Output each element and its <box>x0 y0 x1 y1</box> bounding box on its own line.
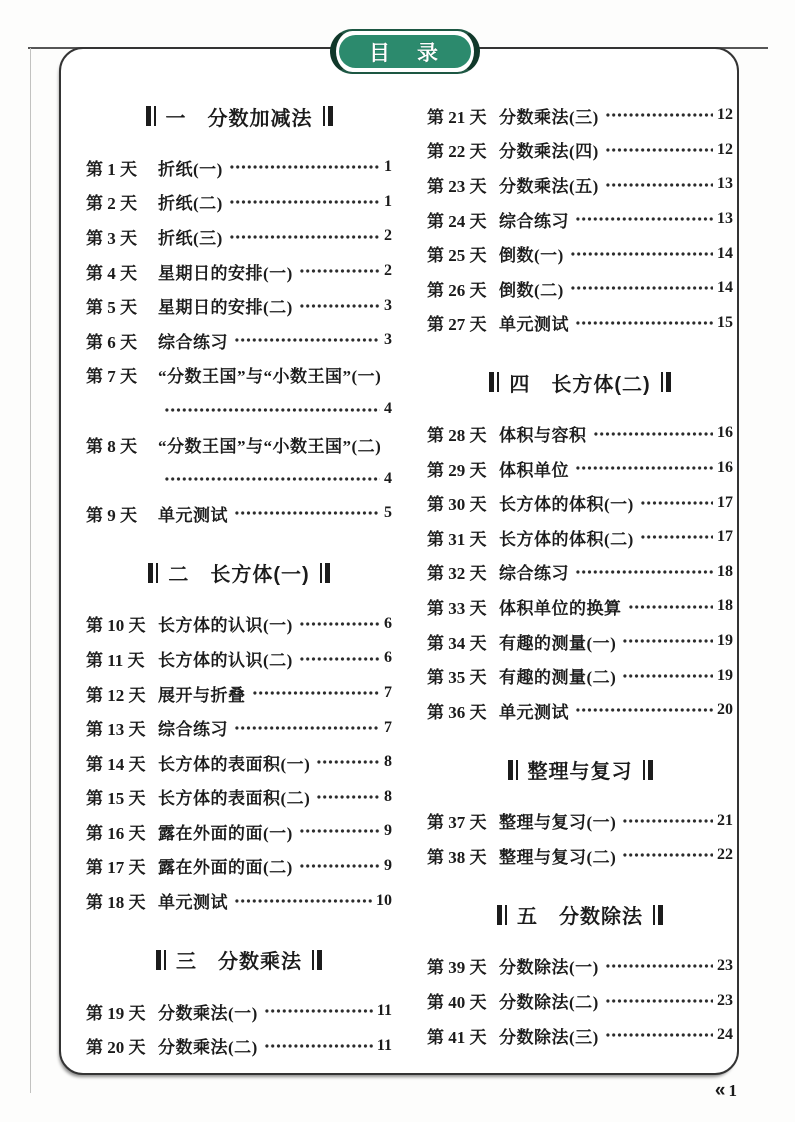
toc-entry-day: 第 35 天 <box>427 668 487 688</box>
toc-entry-day: 第 28 天 <box>427 425 487 445</box>
dot-leader <box>622 838 713 873</box>
toc-entry-title: 综合练习 <box>499 211 569 231</box>
section-title: 二 长方体(一) <box>168 564 310 587</box>
toc-entry-day: 第 32 天 <box>427 564 487 584</box>
dot-leader <box>605 983 713 1018</box>
toc-entry-page: 6 <box>384 614 392 632</box>
toc-entry <box>427 98 733 133</box>
toc-entry-title: 倒数(二) <box>499 280 564 300</box>
toc-entry-title: 体积单位的换算 <box>499 598 622 618</box>
toc-entry <box>86 427 392 496</box>
toc-entry-day: 第 24 天 <box>427 211 487 231</box>
toc-entry-page: 12 <box>717 106 733 124</box>
toc-entry-title: 整理与复习(二) <box>499 847 617 867</box>
dot-leader <box>229 219 380 254</box>
section-header <box>427 360 733 404</box>
toc-entry-title: 星期日的安排(一) <box>158 263 293 283</box>
section-bars-icon <box>489 372 499 392</box>
toc-entry <box>427 949 733 984</box>
toc-entry-page: 17 <box>717 493 733 511</box>
toc-entry-page: 18 <box>717 562 733 580</box>
dot-leader <box>316 745 380 780</box>
dot-leader <box>164 392 380 427</box>
section-header <box>86 551 392 595</box>
section-header <box>427 748 733 792</box>
toc-entry-day: 第 7 天 <box>86 367 137 387</box>
toc-entry <box>86 185 392 220</box>
dot-leader <box>605 1018 713 1053</box>
dot-leader <box>299 254 380 289</box>
dot-leader <box>575 693 713 728</box>
toc-entry-day: 第 29 天 <box>427 460 487 480</box>
dot-leader <box>229 150 380 185</box>
toc-entry-page: 8 <box>384 787 392 805</box>
toc-entry-page: 21 <box>717 811 733 829</box>
dot-leader <box>622 804 713 839</box>
toc-entry-title: 单元测试 <box>158 893 228 913</box>
toc-entry-page: 3 <box>384 331 392 349</box>
toc-entry <box>86 849 392 884</box>
toc-entry <box>86 358 392 427</box>
toc-entry-title: 长方体的认识(二) <box>158 650 293 670</box>
toc-entry-day: 第 12 天 <box>86 685 146 705</box>
dot-leader <box>605 949 713 984</box>
toc-entry-title: 长方体的认识(一) <box>158 616 293 636</box>
toc-entry-day: 第 6 天 <box>86 332 137 352</box>
toc-entry-day: 第 1 天 <box>86 159 137 179</box>
toc-entry <box>86 814 392 849</box>
toc-entry-title: 露在外面的面(一) <box>158 823 293 843</box>
section-bars-icon <box>643 760 653 780</box>
toc-entry-page: 7 <box>384 684 392 702</box>
dot-leader <box>640 485 713 520</box>
toc-entry <box>86 780 392 815</box>
dot-leader <box>575 451 713 486</box>
toc-entry <box>427 838 733 873</box>
toc-entry-title: 长方体的表面积(一) <box>158 754 311 774</box>
guillemet-icon: « <box>714 1080 726 1101</box>
toc-entry-day: 第 21 天 <box>427 107 487 127</box>
toc-entry-title: 分数乘法(一) <box>158 1003 258 1023</box>
toc-entry-title: 折纸(二) <box>158 194 223 214</box>
toc-entry-title: 综合练习 <box>158 720 228 740</box>
toc-entry <box>86 323 392 358</box>
toc-entry-title: 综合练习 <box>499 564 569 584</box>
toc-entry-day: 第 17 天 <box>86 858 146 878</box>
toc-entry-day: 第 25 天 <box>427 246 487 266</box>
section-header <box>86 94 392 138</box>
toc-entry <box>86 254 392 289</box>
dot-leader <box>575 306 713 341</box>
toc-entry-day: 第 11 天 <box>86 650 145 670</box>
toc-entry-page: 11 <box>376 1036 392 1054</box>
dot-leader <box>575 555 713 590</box>
scan-edge-line-left <box>30 48 31 1093</box>
section-title: 五 分数除法 <box>517 906 643 929</box>
toc-entry <box>427 589 733 624</box>
dot-leader <box>605 133 713 168</box>
toc-entry-day: 第 40 天 <box>427 993 487 1013</box>
toc-entry-title: 分数乘法(四) <box>499 142 599 162</box>
dot-leader <box>164 461 380 496</box>
dot-leader <box>234 883 372 918</box>
toc-entry <box>427 804 733 839</box>
section-bars-icon <box>148 563 158 583</box>
toc-entry-title: 单元测试 <box>158 505 228 525</box>
dot-leader <box>299 607 380 642</box>
section-bars-icon <box>320 563 330 583</box>
toc-entry-page: 16 <box>717 459 733 477</box>
toc-entry-page: 19 <box>717 666 733 684</box>
toc-column-left <box>86 94 392 1063</box>
toc-entry <box>427 624 733 659</box>
toc-entry <box>427 555 733 590</box>
toc-title-pill <box>330 29 480 74</box>
toc-entry-title: 分数乘法(五) <box>499 176 599 196</box>
toc-entry-day: 第 22 天 <box>427 142 487 162</box>
toc-entry-page: 1 <box>384 192 392 210</box>
dot-leader <box>299 814 380 849</box>
toc-entry-page: 6 <box>384 649 392 667</box>
dot-leader <box>622 658 713 693</box>
dot-leader <box>234 710 380 745</box>
toc-entry-page: 4 <box>384 469 392 487</box>
toc-entry-page: 14 <box>717 279 733 297</box>
toc-entry-day: 第 5 天 <box>86 298 137 318</box>
toc-entry-page: 2 <box>384 227 392 245</box>
toc-entry <box>86 676 392 711</box>
toc-entry-page: 8 <box>384 753 392 771</box>
toc-entry-day: 第 36 天 <box>427 702 487 722</box>
dot-leader <box>575 202 713 237</box>
toc-entry-day: 第 9 天 <box>86 505 137 525</box>
section-title: 四 长方体(二) <box>509 373 651 396</box>
toc-entry-page: 7 <box>384 718 392 736</box>
dot-leader <box>605 98 713 133</box>
toc-entry <box>427 236 733 271</box>
toc-entry-day: 第 27 天 <box>427 315 487 335</box>
toc-entry <box>427 416 733 451</box>
toc-entry <box>427 1018 733 1053</box>
toc-entry-page: 3 <box>384 296 392 314</box>
toc-entry-page: 14 <box>717 244 733 262</box>
toc-entry <box>86 883 392 918</box>
section-bars-icon <box>508 760 518 780</box>
section-title: 三 分数乘法 <box>176 951 302 974</box>
toc-entry <box>86 994 392 1029</box>
toc-entry <box>86 150 392 185</box>
toc-entry-page: 19 <box>717 632 733 650</box>
dot-leader <box>628 589 714 624</box>
toc-entry-page: 5 <box>384 504 392 522</box>
toc-entry-day: 第 10 天 <box>86 616 146 636</box>
section-header <box>427 893 733 937</box>
dot-leader <box>299 641 380 676</box>
toc-entry-day: 第 16 天 <box>86 823 146 843</box>
toc-entry-title: 分数除法(三) <box>499 1027 599 1047</box>
toc-entry <box>86 496 392 531</box>
toc-entry-day: 第 18 天 <box>86 893 146 913</box>
dot-leader <box>570 271 713 306</box>
toc-entry-title: “分数王国”与“小数王国”(二) <box>158 436 382 456</box>
section-title: 整理与复习 <box>527 761 633 783</box>
page-title: 目 录 <box>339 35 471 68</box>
toc-entry-day: 第 31 天 <box>427 529 487 549</box>
toc-entry-page: 11 <box>376 1002 392 1020</box>
toc-entry-title: 分数除法(一) <box>499 958 599 978</box>
dot-leader <box>570 236 713 271</box>
toc-entry <box>427 202 733 237</box>
toc-entry <box>427 167 733 202</box>
toc-entry-day: 第 34 天 <box>427 633 487 653</box>
toc-entry-title: 展开与折叠 <box>158 685 246 705</box>
dot-leader <box>234 496 380 531</box>
toc-entry-day: 第 4 天 <box>86 263 137 283</box>
dot-leader <box>640 520 713 555</box>
toc-entry-page: 15 <box>717 313 733 331</box>
section-bars-icon <box>661 372 671 392</box>
toc-entry-page: 24 <box>717 1026 733 1044</box>
toc-entry-day: 第 15 天 <box>86 789 146 809</box>
toc-entry-title: 体积单位 <box>499 460 569 480</box>
toc-entry-day: 第 23 天 <box>427 176 487 196</box>
toc-entry-title: 倒数(一) <box>499 246 564 266</box>
toc-entry-title: 分数除法(二) <box>499 993 599 1013</box>
section-bars-icon <box>312 950 322 970</box>
dot-leader <box>229 185 380 220</box>
toc-entry <box>86 607 392 642</box>
section-bars-icon <box>146 106 156 126</box>
toc-entry-page: 4 <box>384 400 392 418</box>
page-number-footer <box>715 1080 737 1102</box>
toc-entry-title: 体积与容积 <box>499 425 587 445</box>
dot-leader <box>299 849 380 884</box>
toc-entry-title: 单元测试 <box>499 702 569 722</box>
toc-entry-day: 第 38 天 <box>427 847 487 867</box>
toc-entry-title: 折纸(三) <box>158 228 223 248</box>
toc-entry-day: 第 13 天 <box>86 720 146 740</box>
toc-entry <box>86 288 392 323</box>
toc-entry <box>427 485 733 520</box>
toc-entry-day: 第 33 天 <box>427 598 487 618</box>
dot-leader <box>593 416 714 451</box>
toc-entry <box>427 306 733 341</box>
section-header <box>86 938 392 982</box>
toc-entry-title: 长方体的体积(二) <box>499 529 634 549</box>
toc-entry <box>86 641 392 676</box>
toc-entry-day: 第 41 天 <box>427 1027 487 1047</box>
section-bars-icon <box>653 905 663 925</box>
toc-entry-day: 第 3 天 <box>86 228 137 248</box>
toc-entry-page: 23 <box>717 991 733 1009</box>
toc-entry-day: 第 2 天 <box>86 194 137 214</box>
toc-entry-title: 综合练习 <box>158 332 228 352</box>
dot-leader <box>299 288 380 323</box>
toc-entry-day: 第 37 天 <box>427 813 487 833</box>
toc-entry-title: 露在外面的面(二) <box>158 858 293 878</box>
toc-entry-day: 第 20 天 <box>86 1038 146 1058</box>
toc-entry-title: 星期日的安排(二) <box>158 298 293 318</box>
toc-entry-title: 有趣的测量(一) <box>499 633 617 653</box>
toc-entry-title: 单元测试 <box>499 315 569 335</box>
toc-entry-day: 第 39 天 <box>427 958 487 978</box>
toc-entry <box>427 271 733 306</box>
toc-entry-day: 第 14 天 <box>86 754 146 774</box>
toc-entry-title: 有趣的测量(二) <box>499 668 617 688</box>
section-title: 一 分数加减法 <box>165 107 313 130</box>
toc-entry-day: 第 19 天 <box>86 1003 146 1023</box>
toc-entry <box>427 983 733 1018</box>
toc-entry-page: 13 <box>717 210 733 228</box>
dot-leader <box>316 780 380 815</box>
toc-entry-page: 12 <box>717 140 733 158</box>
dot-leader <box>264 994 373 1029</box>
toc-entry-page: 9 <box>384 856 392 874</box>
toc-entry-title: 长方体的体积(一) <box>499 495 634 515</box>
dot-leader <box>264 1028 373 1063</box>
toc-entry-page: 18 <box>717 597 733 615</box>
toc-entry-title: 折纸(一) <box>158 159 223 179</box>
toc-entry <box>427 451 733 486</box>
dot-leader <box>252 676 381 711</box>
toc-entry <box>86 219 392 254</box>
toc-entry <box>86 745 392 780</box>
toc-entry-page: 17 <box>717 528 733 546</box>
toc-entry-title: 分数乘法(三) <box>499 107 599 127</box>
toc-entry-day: 第 26 天 <box>427 280 487 300</box>
toc-entry <box>86 710 392 745</box>
dot-leader <box>605 167 713 202</box>
toc-entry-page: 2 <box>384 262 392 280</box>
footer-page-number: 1 <box>728 1081 737 1100</box>
dot-leader <box>622 624 713 659</box>
toc-entry <box>427 658 733 693</box>
toc-entry <box>427 693 733 728</box>
section-bars-icon <box>323 106 333 126</box>
toc-entry-day: 第 8 天 <box>86 436 137 456</box>
toc-entry-title: “分数王国”与“小数王国”(一) <box>158 367 382 387</box>
toc-entry-page: 22 <box>717 846 733 864</box>
toc-entry-page: 10 <box>376 891 392 909</box>
section-bars-icon <box>497 905 507 925</box>
dot-leader <box>234 323 380 358</box>
toc-entry <box>427 133 733 168</box>
toc-entry <box>427 520 733 555</box>
toc-entry-page: 16 <box>717 424 733 442</box>
toc-entry-page: 1 <box>384 158 392 176</box>
toc-entry-page: 13 <box>717 175 733 193</box>
toc-entry-day: 第 30 天 <box>427 495 487 515</box>
toc-entry-page: 20 <box>717 701 733 719</box>
toc-entry-page: 9 <box>384 822 392 840</box>
toc-entry <box>86 1028 392 1063</box>
toc-entry-title: 整理与复习(一) <box>499 813 617 833</box>
toc-entry-page: 23 <box>717 956 733 974</box>
toc-entry-title: 分数乘法(二) <box>158 1038 258 1058</box>
toc-entry-title: 长方体的表面积(二) <box>158 789 311 809</box>
section-bars-icon <box>156 950 166 970</box>
toc-column-right <box>427 98 733 1052</box>
